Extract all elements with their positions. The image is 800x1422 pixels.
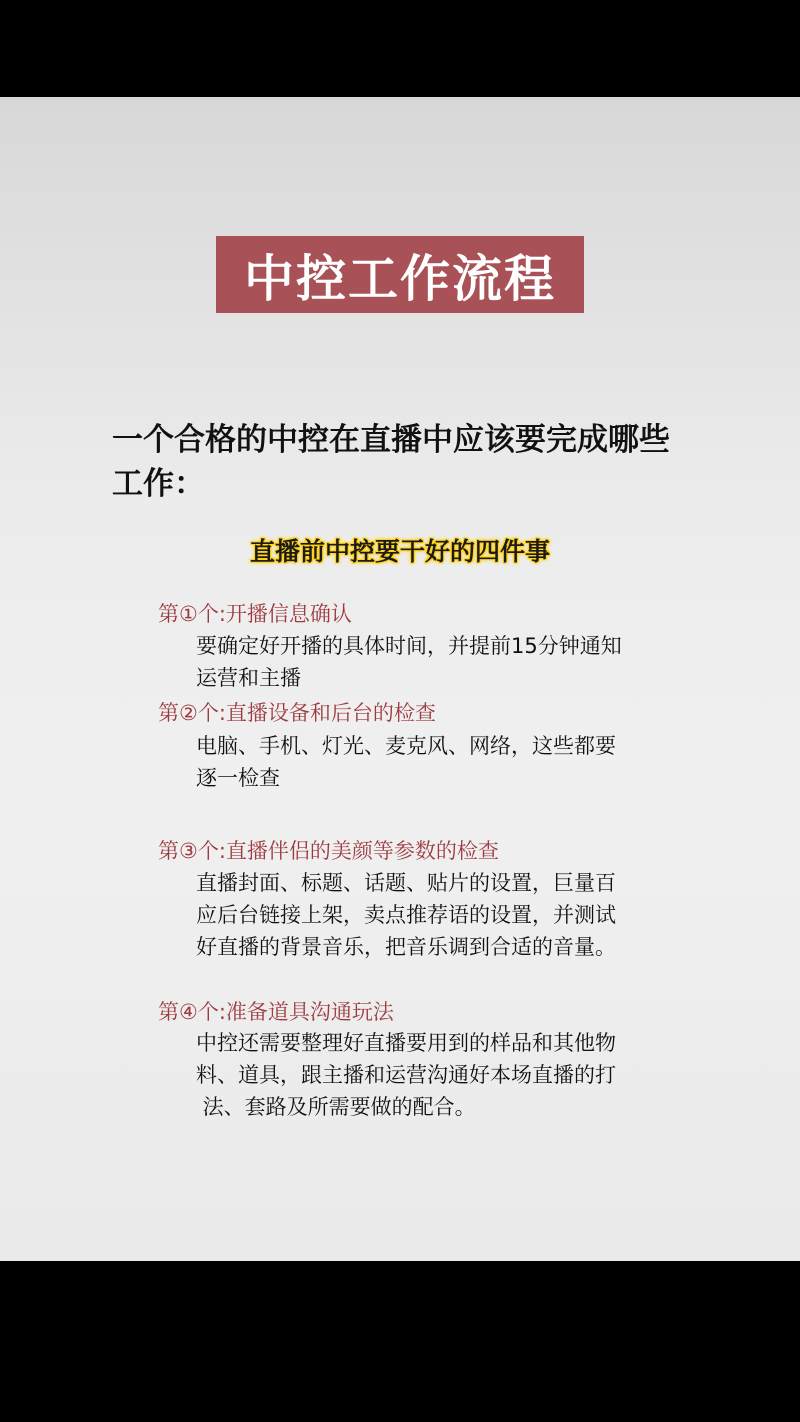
item-2-body	[196, 730, 696, 794]
intro-question-line-1: 一个合格的中控在直播中应该要完成哪些	[112, 422, 670, 458]
item-3-line-1: 直播封面、标题、话题、贴片的设置，巨量百	[196, 871, 616, 895]
item-1-body	[196, 630, 696, 694]
page-title: 中控工作流程	[244, 249, 556, 308]
item-2-line-1: 电脑、手机、灯光、麦克风、网络，这些都要	[196, 734, 616, 758]
title-banner	[216, 236, 584, 313]
section-subheading: 直播前中控要干好的四件事	[249, 537, 550, 566]
item-2-title: 第②个:直播设备和后台的检查	[158, 701, 436, 725]
item-1-line-1: 要确定好开播的具体时间，并提前15分钟通知	[196, 634, 622, 658]
item-4-title: 第④个:准备道具沟通玩法	[158, 1000, 394, 1024]
item-1-line-2: 运营和主播	[196, 666, 301, 690]
intro-question-line-2: 工作：	[112, 466, 205, 502]
item-4-line-2: 料、道具，跟主播和运营沟通好本场直播的打	[196, 1063, 616, 1087]
item-3-line-2: 应后台链接上架，卖点推荐语的设置，并测试	[196, 903, 616, 927]
item-2-line-2: 逐一检查	[196, 766, 280, 790]
item-3-title: 第③个:直播伴侣的美颜等参数的检查	[158, 839, 499, 863]
item-4-line-3: 法、套路及所需要做的配合。	[196, 1095, 476, 1119]
intro-question	[112, 418, 732, 506]
item-3-body	[196, 867, 696, 963]
item-1-title: 第①个:开播信息确认	[158, 602, 352, 626]
item-3-line-3: 好直播的背景音乐，把音乐调到合适的音量。	[196, 935, 616, 959]
item-4-body	[196, 1027, 696, 1123]
item-4-line-1: 中控还需要整理好直播要用到的样品和其他物	[196, 1031, 616, 1055]
